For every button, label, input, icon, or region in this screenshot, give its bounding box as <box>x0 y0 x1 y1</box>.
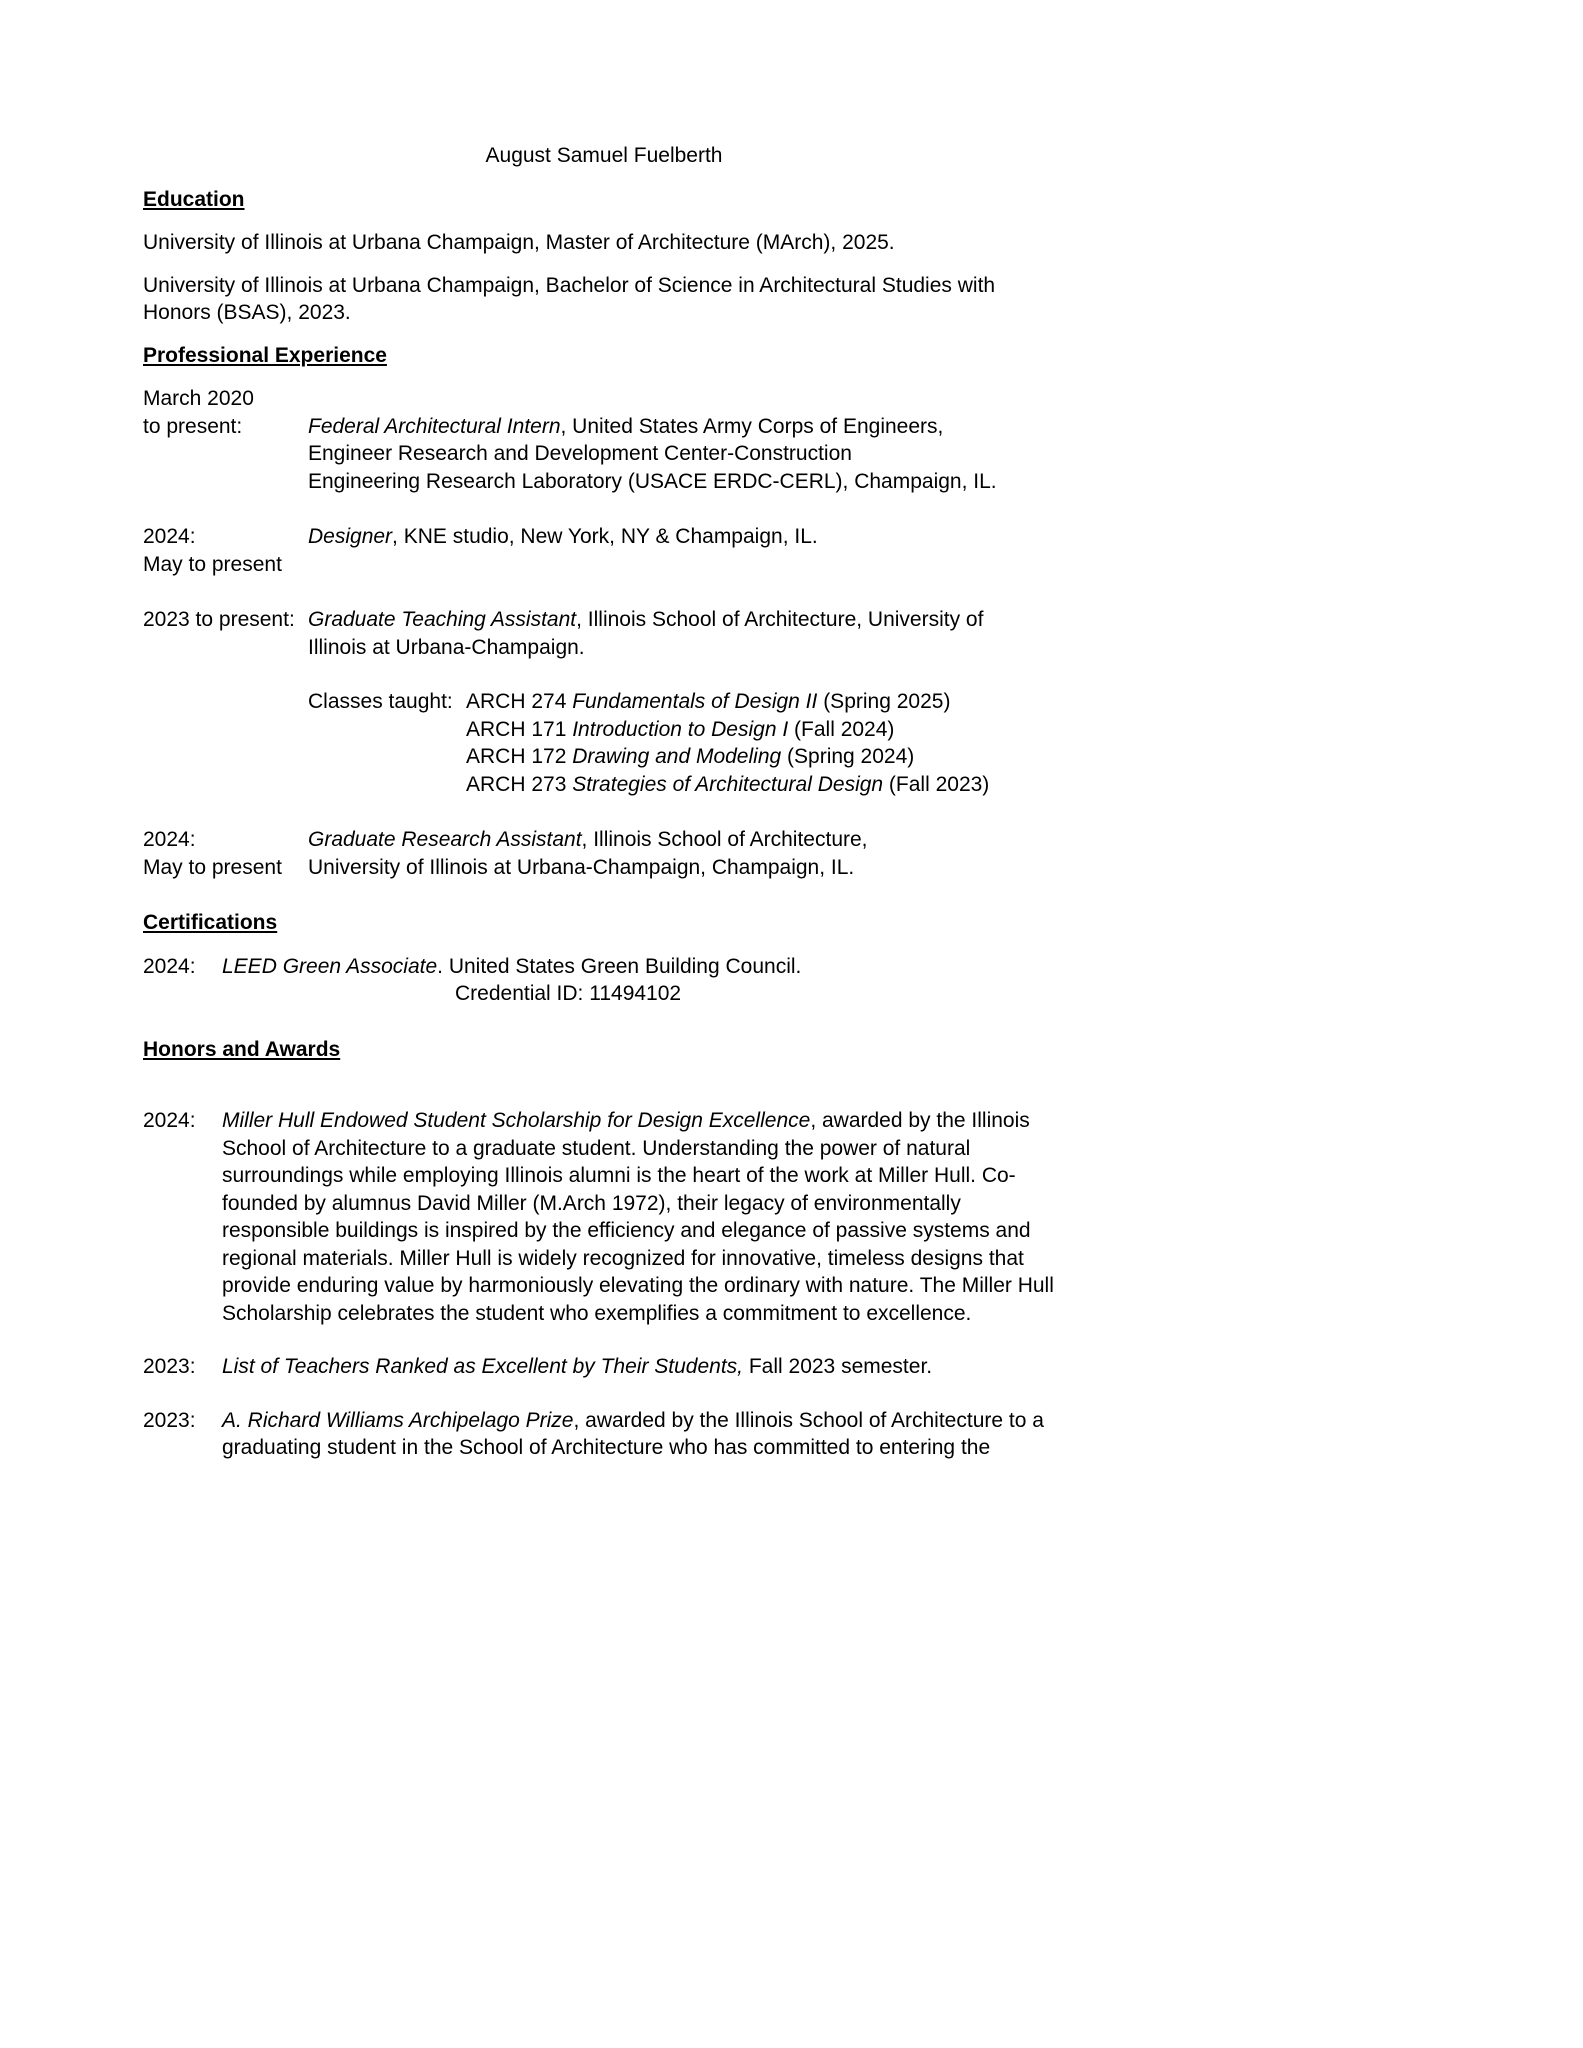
experience-entry <box>143 385 1065 495</box>
experience-entry <box>143 826 1065 881</box>
honor-entry <box>143 1353 1065 1381</box>
entry-date-range: 2024: May to present <box>143 525 282 576</box>
entry-date-range: 2023 to present: <box>143 608 295 631</box>
entry-description: Graduate Teaching Assistant, Illinois School of Architecture, University of Illinois at Urbana-Champaign. <box>308 608 984 659</box>
award-year: 2024: <box>143 1109 196 1132</box>
section-heading-education: Education <box>143 187 245 211</box>
education-item: University of Illinois at Urbana Champaign, Master of Architecture (MArch), 2025. <box>143 231 895 254</box>
section-heading-professional-experience: Professional Experience <box>143 343 387 367</box>
honor-entry <box>143 1107 1065 1327</box>
award-year: 2023: <box>143 1355 196 1378</box>
entry-date-range: March 2020 to present: <box>143 387 254 438</box>
award-year: 2023: <box>143 1408 196 1432</box>
certification-year: 2024: <box>143 954 196 978</box>
award-description: A. Richard Williams Archipelago Prize, awarded by the Illinois School of Architecture to a graduating student in the School of Architecture who has committed to entering the <box>222 1408 1044 1459</box>
section-heading-certifications: Certifications <box>143 911 278 934</box>
certification-entry <box>143 953 1065 1008</box>
education-item: University of Illinois at Urbana Champaign, Bachelor of Science in Architectural Studies with Honors (BSAS), 2023. <box>143 273 996 324</box>
entry-description: Designer, KNE studio, New York, NY & Champaign, IL. <box>308 525 818 548</box>
award-description: List of Teachers Ranked as Excellent by Their Students, Fall 2023 semester. <box>222 1355 933 1378</box>
entry-description: Graduate Research Assistant, Illinois School of Architecture, University of Illinois at Urbana-Champaign, Champaign, IL. <box>308 828 868 879</box>
entry-description: Federal Architectural Intern, United States Army Corps of Engineers, Engineer Research and Development Center-Construction Engineering Research Laboratory (USACE ERDC-CERL), Champaign, IL. <box>308 414 997 493</box>
entry-date-range: 2024: May to present <box>143 828 282 879</box>
credential-id: Credential ID: 11494102 <box>455 982 682 1005</box>
classes-taught <box>308 688 1065 798</box>
section-heading-honors-and-awards: Honors and Awards <box>143 1037 341 1061</box>
classes-taught-label: Classes taught: <box>308 690 453 713</box>
classes-taught-list <box>466 688 1065 798</box>
class-item: ARCH 273 Strategies of Architectural Design (Fall 2023) <box>466 772 990 796</box>
experience-entry <box>143 523 1065 578</box>
document-title: August Samuel Fuelberth <box>485 144 723 167</box>
class-item: ARCH 274 Fundamentals of Design II (Spring 2025) <box>466 690 951 713</box>
certification-title-line: LEED Green Associate. United States Green Building Council. <box>222 954 802 978</box>
certification-description <box>222 953 1065 1008</box>
class-item: ARCH 171 Introduction to Design I (Fall 2024) <box>466 717 895 741</box>
honor-entry <box>143 1407 1065 1462</box>
experience-entry <box>143 606 1065 798</box>
class-item: ARCH 172 Drawing and Modeling (Spring 2024) <box>466 745 915 768</box>
award-description: Miller Hull Endowed Student Scholarship for Design Excellence, awarded by the Illinois School of Architecture to a graduate student. Understanding the power of natural surroundings while employing Illinois alumni is the heart of the work at Miller Hull. Co-founded by alumnus David Miller (M.Arch 1972), their legacy of environmentally responsible buildings is inspired by the efficiency and elegance of passive systems and regional materials. Miller Hull is widely recognized for innovative, timeless designs that provide enduring value by harmoniously elevating the ordinary with nature. The Miller Hull Scholarship celebrates the student who exemplifies a commitment to excellence. <box>222 1109 1054 1325</box>
